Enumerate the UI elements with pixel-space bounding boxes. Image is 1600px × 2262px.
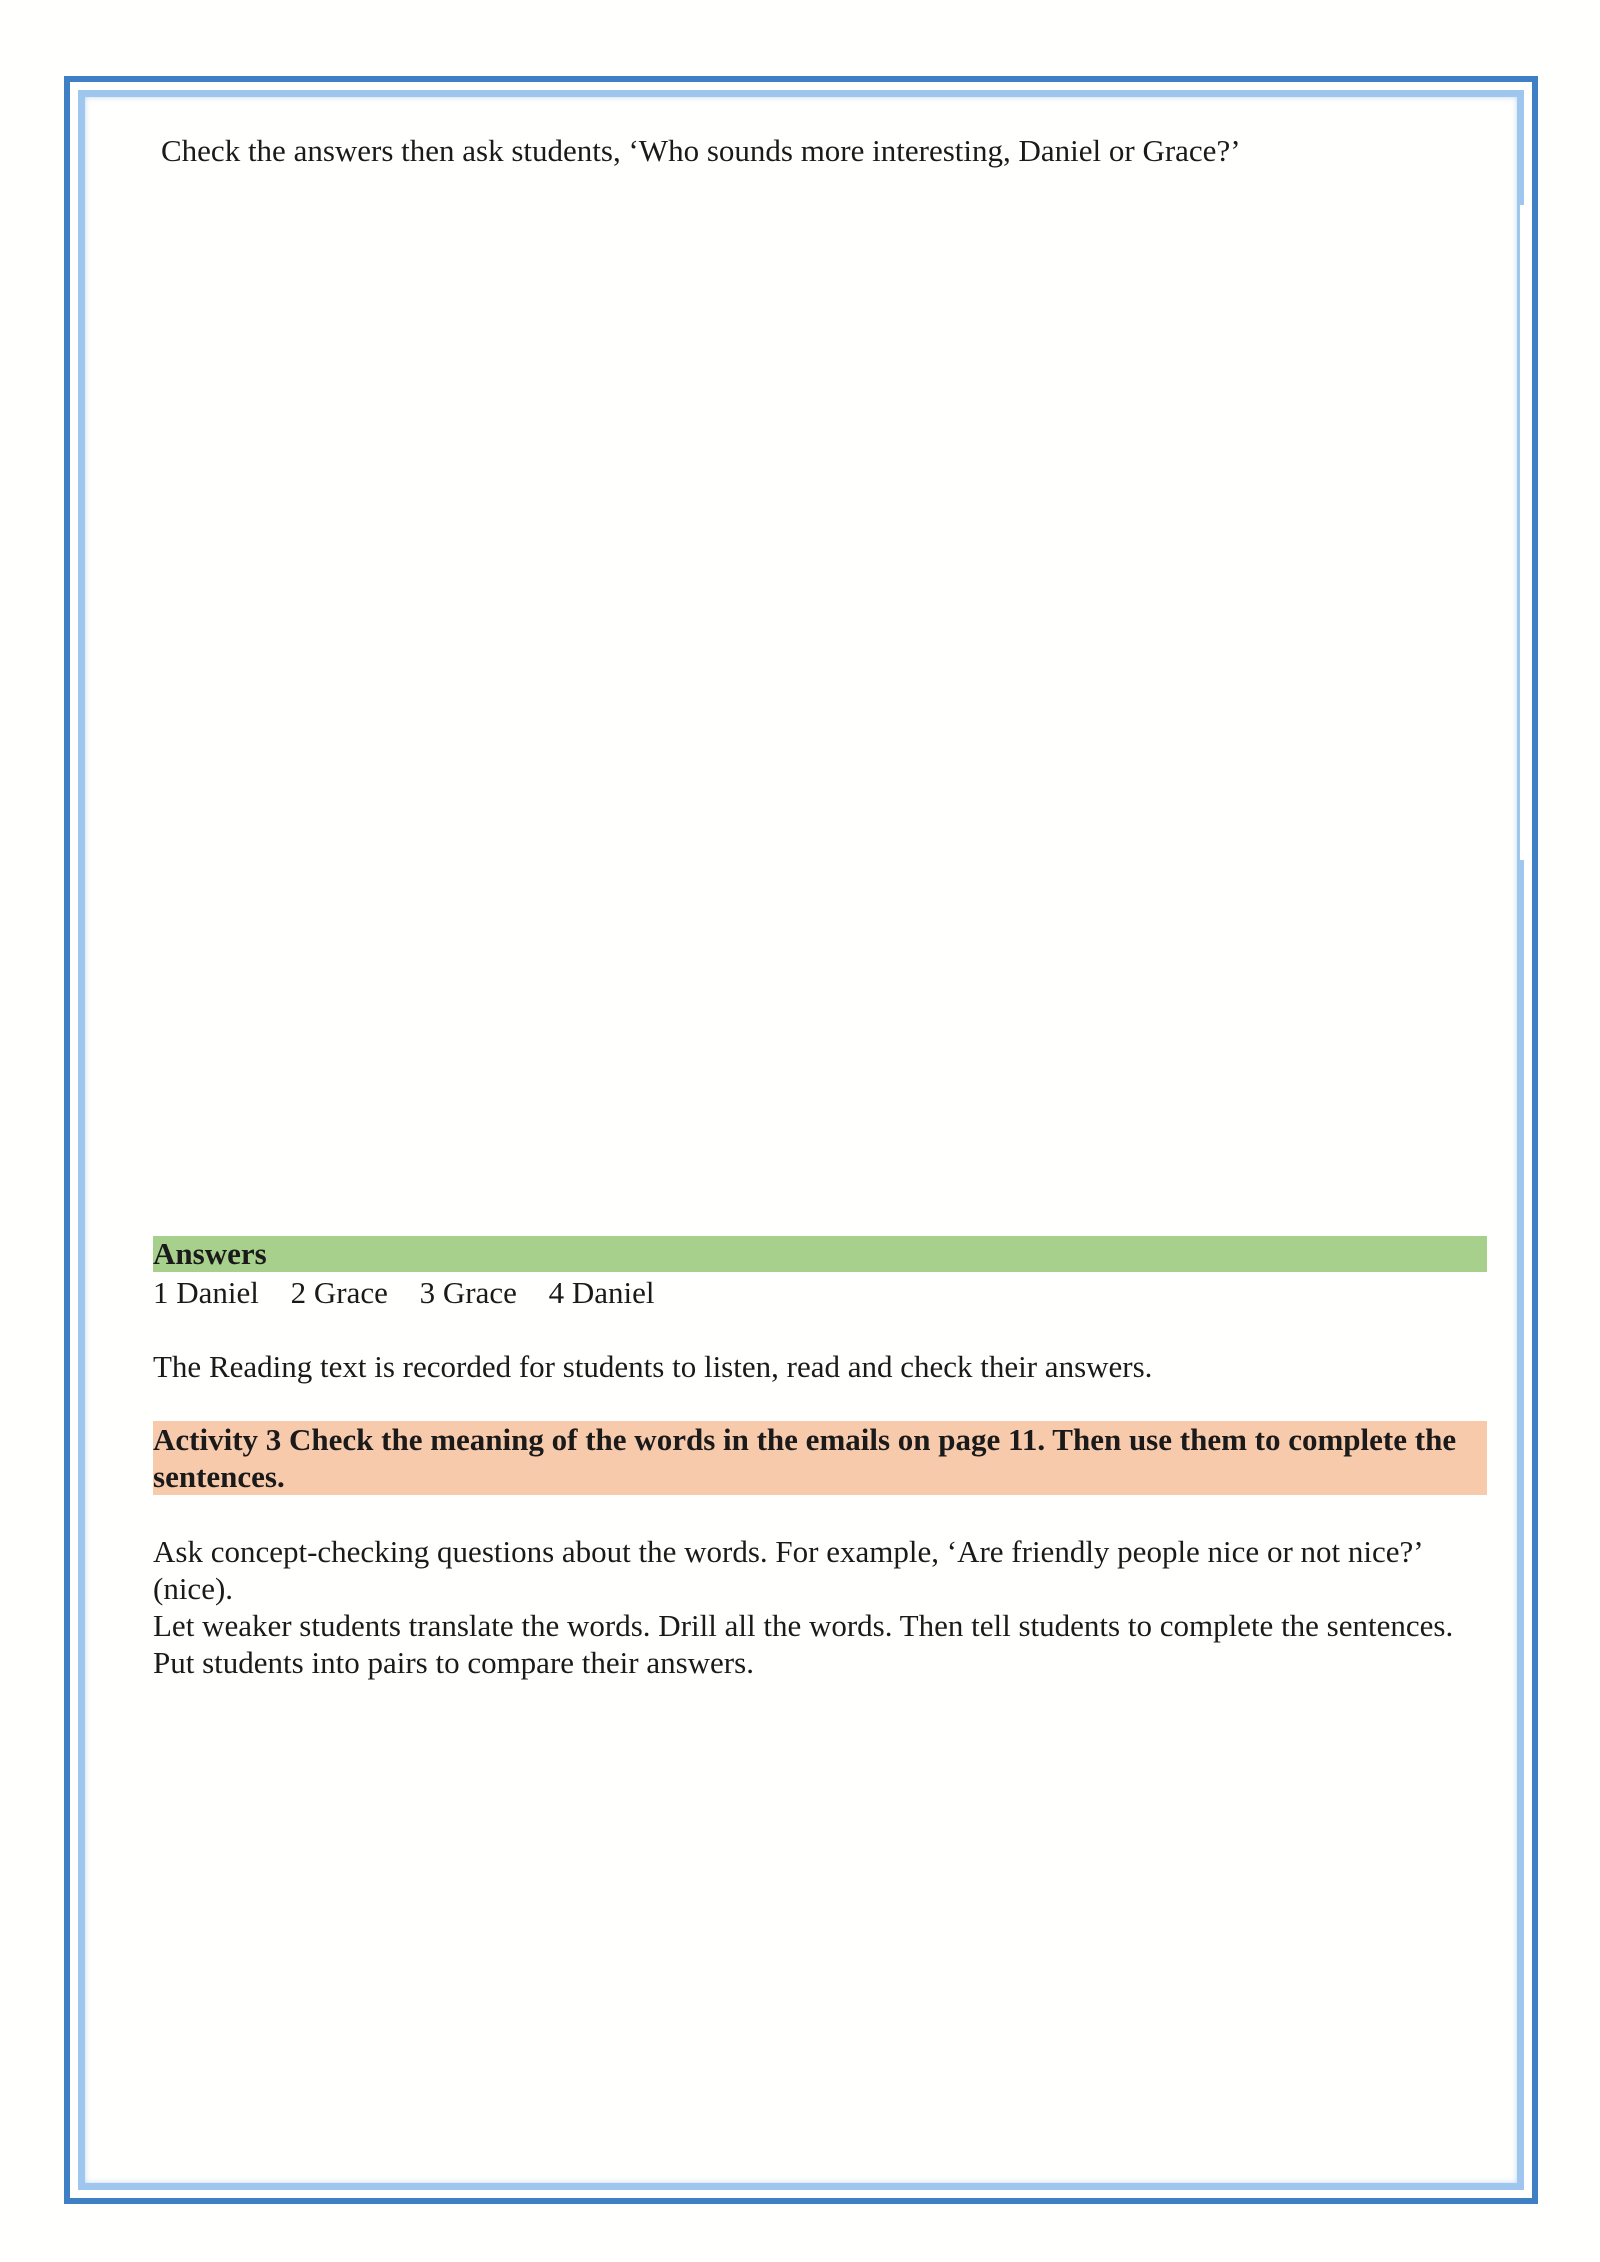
reading-note: The Reading text is recorded for students to listen, read and check their answers.: [153, 1349, 1153, 1384]
answer-item: 1 Daniel: [153, 1275, 259, 1310]
answer-item: 2 Grace: [290, 1275, 388, 1310]
activity-heading: Activity 3 Check the meaning of the words in the emails on page 11. Then use them to complete the sentences.: [153, 1422, 1457, 1494]
intro-paragraph: Check the answers then ask students, ‘Who sounds more interesting, Daniel or Grace?’: [161, 133, 1241, 168]
answer-item: 4 Daniel: [548, 1275, 655, 1310]
answers-list: [153, 1274, 679, 1311]
instruction-paragraph: Let weaker students translate the words. Drill all the words. Then tell students to complete the sentences. Put students into pairs to compare their answers.: [153, 1608, 1454, 1680]
instruction-paragraph: Ask concept-checking questions about the words. For example, ‘Are friendly people nice or not nice?’ (nice).: [153, 1534, 1422, 1606]
answer-item: 3 Grace: [419, 1275, 517, 1310]
page-border-inner: [78, 90, 1524, 2190]
instructions-block: [153, 1533, 1493, 1681]
page-border-gap: [1520, 205, 1532, 860]
answers-highlight: [153, 1236, 1487, 1272]
answers-heading: Answers: [153, 1236, 267, 1271]
